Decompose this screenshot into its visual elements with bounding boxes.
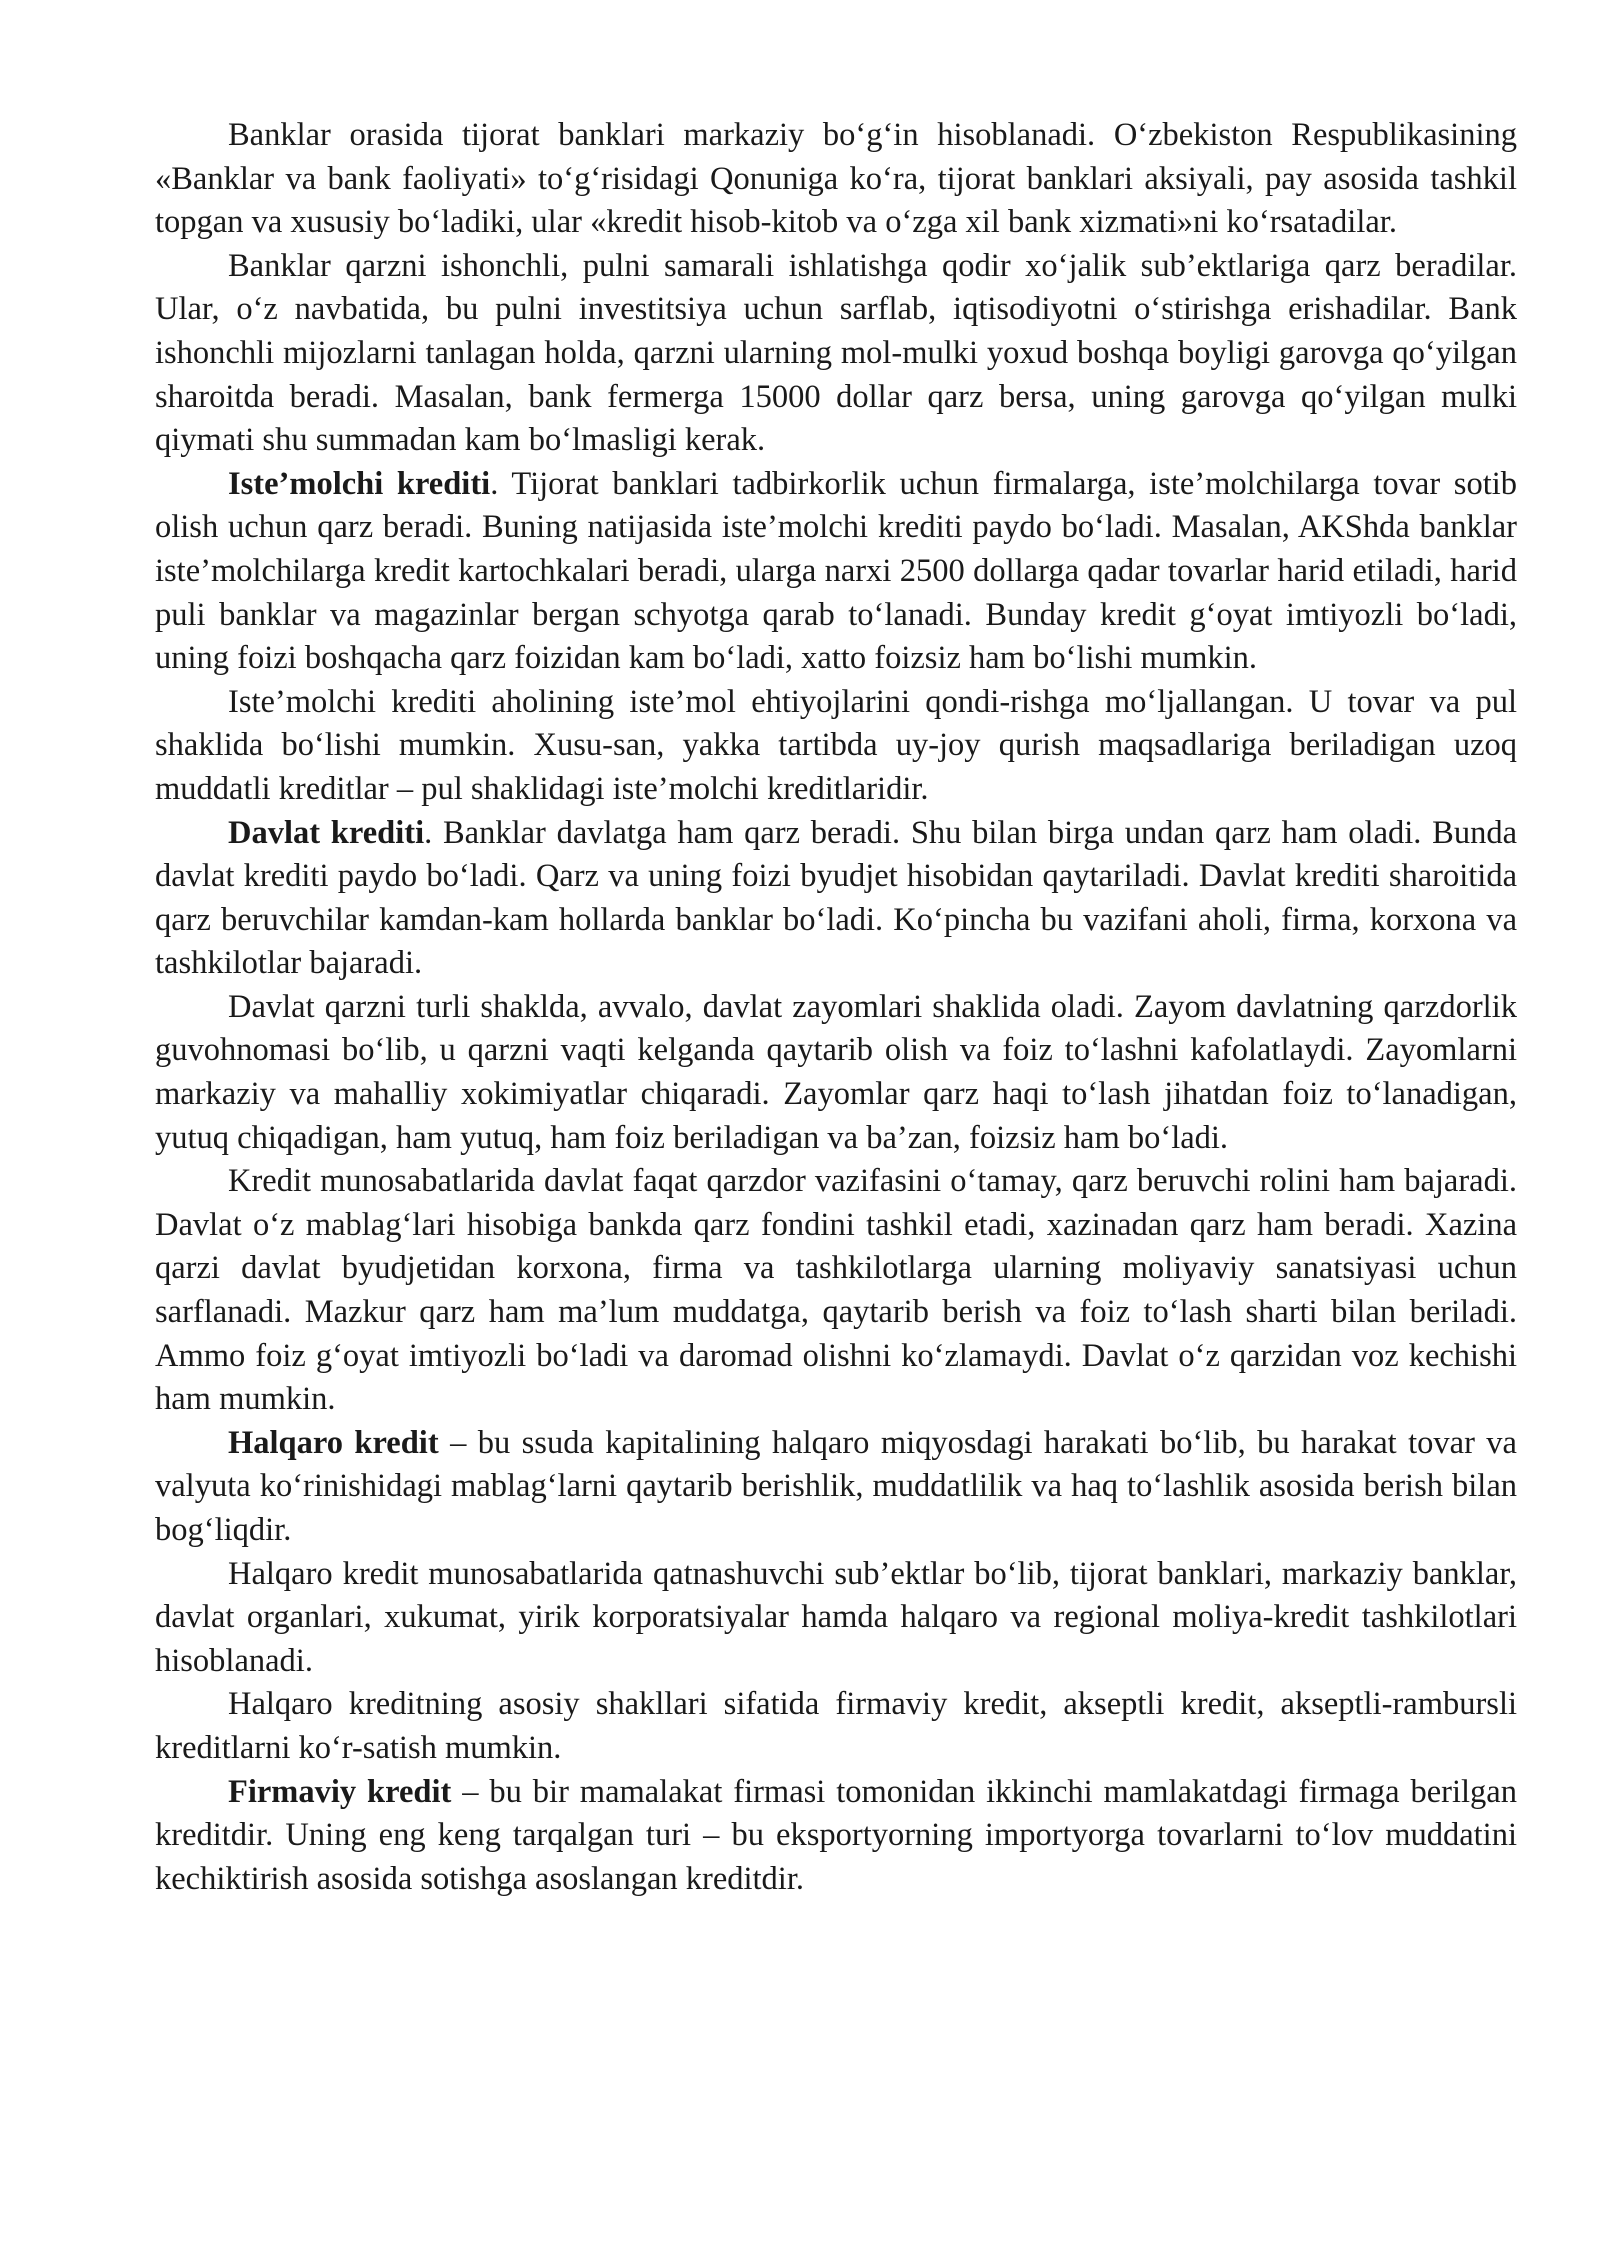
paragraph-3-text: . Tijorat banklari tadbirkorlik uchun firmalarga, iste’molchilarga tovar sotib olish uchun qarz beradi. Buning natijasida iste’molchi krediti paydo bo‘ladi. Masalan, AKShda banklar iste’molchilarga kredit kartochkalari beradi, ularga narxi 2500 dollarga qadar tovarlar harid etiladi, harid puli banklar va magazinlar bergan schyotga qarab to‘lanadi. Bunday kredit g‘oyat imtiyozli bo‘ladi, uning foizi boshqacha qarz foizidan kam bo‘ladi, xatto foizsiz ham bo‘lishi mumkin. (155, 465, 1518, 677)
paragraph-4 (155, 681, 1517, 812)
term-consumer-credit: Iste’molchi krediti (228, 465, 491, 502)
paragraph-2-text: Banklar qarzni ishonchli, pulni samarali ishlatishga qodir xo‘jalik sub’ektlariga qarz beradilar. Ular, o‘z navbatida, bu pulni investitsiya uchun sarflab, iqtisodiyotni o‘stirishga erishadilar. Bank ishonchli mijozlarni tanlagan holda, qarzni ularning mol-mulki yoxud boshqa boyligi garovga qo‘yilgan sharoitda beradi. Masalan, bank fermerga 15000 dollar qarz bersa, uning garovga qo‘yilgan mulki qiymati shu summadan kam bo‘lmasligi kerak. (155, 247, 1517, 459)
term-international-credit: Halqaro kredit (228, 1424, 439, 1461)
paragraph-10 (155, 1683, 1517, 1770)
paragraph-9 (155, 1553, 1517, 1684)
paragraph-11-text: – bu bir mamalakat firmasi tomonidan ikkinchi mamlakatdagi firmaga berilgan kreditdir. Uning eng keng tarqalgan turi – bu eksportyorning importyorga tovarlarni to‘lov muddatini kechiktirish asosida sotishga asoslangan kreditdir. (155, 1773, 1517, 1897)
paragraph-6 (155, 986, 1517, 1160)
paragraph-7-text: Kredit munosabatlarida davlat faqat qarzdor vazifasini o‘tamay, qarz beruvchi rolini ham bajaradi. Davlat o‘z mablag‘lari hisobiga bankda qarz fondini tashkil etadi, xazinadan qarz ham beradi. Xazina qarzi davlat byudjetidan korxona, firma va tashkilotlarga ularning moliyaviy sanatsiyasi uchun sarflanadi. Mazkur qarz ham ma’lum muddatga, qaytarib berish va foiz to‘lash sharti bilan beriladi. Ammo foiz g‘oyat imtiyozli bo‘ladi va daromad olishni ko‘zlamaydi. Davlat o‘z qarzidan voz kechishi ham mumkin. (155, 1163, 1517, 1418)
paragraph-4-text: Iste’molchi krediti aholining iste’mol ehtiyojlarini qondi-rishga mo‘ljallangan. U tovar va pul shaklida bo‘lishi mumkin. Xusu-san, yakka tartibda uy-joy qurish maqsadlariga beriladigan uzoq muddatli kreditlar – pul shaklidagi iste’molchi kreditlaridir. (155, 683, 1517, 807)
paragraph-5-text: . Banklar davlatga ham qarz beradi. Shu bilan birga undan qarz ham oladi. Bunda davlat krediti paydo bo‘ladi. Qarz va uning foizi byudjet hisobidan qaytariladi. Davlat krediti sharoitida qarz beruvchilar kamdan-kam hollarda banklar bo‘ladi. Ko‘pincha bu vazifani aholi, firma, korxona va tashkilotlar bajaradi. (155, 814, 1517, 982)
paragraph-1-text: Banklar orasida tijorat banklari markaziy bo‘g‘in hisoblanadi. O‘zbekiston Respublikasining «Banklar va bank faoliyati» to‘g‘risidagi Qonuniga ko‘ra, tijorat banklari aksiyali, pay asosida tashkil topgan va xususiy bo‘ladiki, ular «kredit hisob-kitob va o‘zga xil bank xizmati»ni ko‘rsatadilar. (155, 117, 1517, 241)
paragraph-1 (155, 114, 1517, 245)
paragraph-2 (155, 245, 1517, 463)
paragraph-7 (155, 1160, 1517, 1422)
paragraph-international-credit (155, 1422, 1517, 1553)
paragraph-state-credit (155, 812, 1517, 986)
paragraph-consumer-credit (155, 463, 1517, 681)
term-state-credit: Davlat krediti (228, 814, 425, 851)
paragraph-10-text: Halqaro kreditning asosiy shakllari sifatida firmaviy kredit, akseptli kredit, akseptli-rambursli kreditlarni ko‘r-satish mumkin. (155, 1686, 1517, 1766)
term-firm-credit: Firmaviy kredit (228, 1773, 452, 1810)
paragraph-6-text: Davlat qarzni turli shaklda, avvalo, davlat zayomlari shaklida oladi. Zayom davlatning qarzdorlik guvohnomasi bo‘lib, u qarzni vaqti kelganda qaytarib olish va foiz to‘lashni kafolatlaydi. Zayomlarni markaziy va mahalliy xokimiyatlar chiqaradi. Zayomlar qarz haqi to‘lash jihatdan foiz to‘lanadigan, yutuq chiqadigan, ham yutuq, ham foiz beriladigan va ba’zan, foizsiz ham bo‘ladi. (155, 988, 1517, 1156)
paragraph-firm-credit (155, 1771, 1517, 1902)
paragraph-8-text: – bu ssuda kapitalining halqaro miqyosdagi harakati bo‘lib, bu harakat tovar va valyuta ko‘rinishidagi mablag‘larni qaytarib berishlik, muddatlilik va haq to‘lashlik asosida berish bilan bog‘liqdir. (155, 1424, 1517, 1548)
document-page (155, 114, 1517, 1901)
paragraph-9-text: Halqaro kredit munosabatlarida qatnashuvchi sub’ektlar bo‘lib, tijorat banklari, markaziy banklar, davlat organlari, xukumat, yirik korporatsiyalar hamda halqaro va regional moliya-kredit tashkilotlari hisoblanadi. (155, 1555, 1517, 1679)
